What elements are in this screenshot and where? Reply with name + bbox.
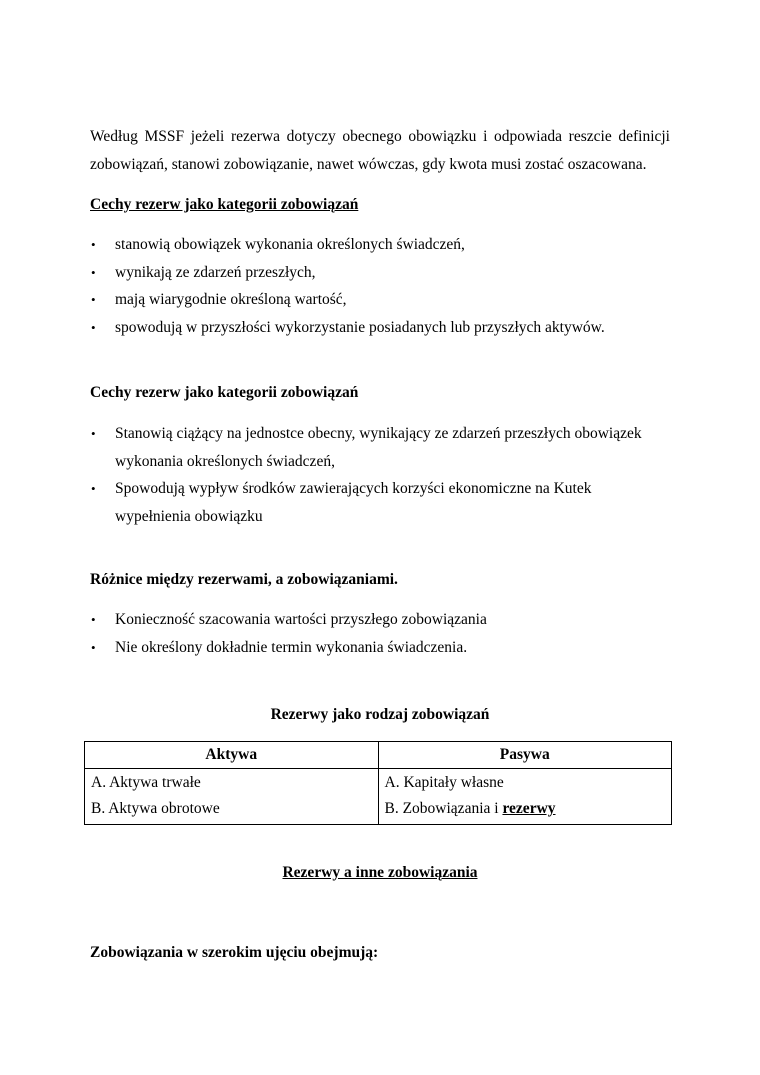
column-header-assets: Aktywa <box>85 742 379 769</box>
assets-item: B. Aktywa obrotowe <box>91 800 220 817</box>
bullet-icon: • <box>91 426 96 441</box>
other-liabilities-heading: Rezerwy a inne zobowiązania <box>282 864 478 881</box>
section1-heading: Cechy rezerw jako kategorii zobowiązań <box>90 196 359 213</box>
list-item: • Spowodują wypływ środków zawierających korzyści ekonomiczne na Kutek wypełnienia obowiązku <box>90 475 650 530</box>
reserves-emphasis: rezerwy <box>502 800 556 817</box>
section3-heading: Różnice między rezerwami, a zobowiązaniami. <box>90 571 398 588</box>
balance-table <box>84 741 672 825</box>
liabilities-item: B. Zobowiązania i rezerwy <box>384 800 556 817</box>
bullet-icon: • <box>91 319 96 335</box>
list-item: • spowodują w przyszłości wykorzystanie posiadanych lub przyszłych aktywów. <box>90 314 670 342</box>
intro-paragraph: Według MSSF jeżeli rezerwa dotyczy obecnego obowiązku i odpowiada reszcie definicji zobowiązań, stanowi zobowiązanie, nawet wówczas, gdy kwota musi zostać oszacowana. <box>90 128 670 173</box>
bullet-icon: • <box>91 264 96 280</box>
liabilities-item: A. Kapitały własne <box>384 774 504 791</box>
section2-heading: Cechy rezerw jako kategorii zobowiązań <box>90 384 359 401</box>
list-item: • Stanowią ciążący na jednostce obecny, wynikający ze zdarzeń przeszłych obowiązek wykonania określonych świadczeń, <box>90 420 650 475</box>
bullet-icon: • <box>91 292 96 307</box>
table-title: Rezerwy jako rodzaj zobowiązań <box>270 706 490 723</box>
list-item: • Nie określony dokładnie termin wykonania świadczenia. <box>90 634 670 662</box>
bullet-icon: • <box>91 237 96 252</box>
list-item: • wynikają ze zdarzeń przeszłych, <box>90 259 670 287</box>
table-row <box>85 769 672 825</box>
list-item: • stanowią obowiązek wykonania określonych świadczeń, <box>90 231 670 259</box>
bullet-icon: • <box>91 612 96 627</box>
broad-liabilities-heading: Zobowiązania w szerokim ujęciu obejmują: <box>90 944 379 961</box>
list-item: • Konieczność szacowania wartości przyszłego zobowiązania <box>90 606 670 634</box>
bullet-icon: • <box>91 481 96 496</box>
section1-list <box>90 231 670 341</box>
section3-list <box>90 606 670 661</box>
assets-item: A. Aktywa trwałe <box>91 774 201 791</box>
bullet-icon: • <box>91 639 96 655</box>
column-header-liabilities: Pasywa <box>378 742 672 769</box>
table-header-row <box>85 742 672 769</box>
assets-cell <box>85 769 379 825</box>
liabilities-cell <box>378 769 672 825</box>
list-item: • mają wiarygodnie określoną wartość, <box>90 286 670 314</box>
section2-list <box>90 420 650 530</box>
